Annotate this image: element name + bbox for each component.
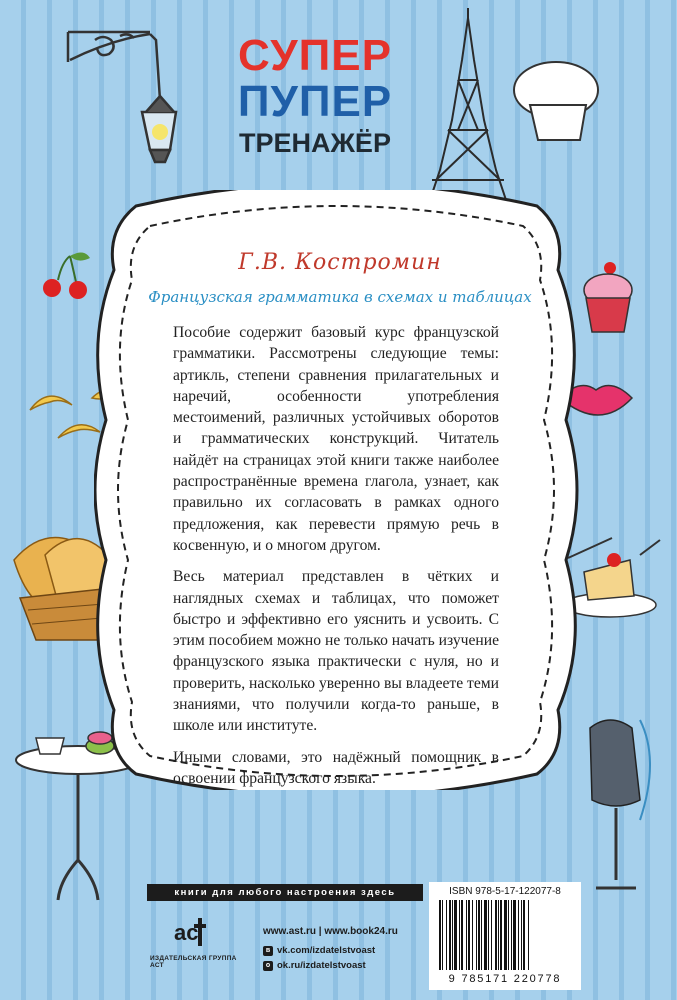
barcode-bar: [449, 900, 451, 970]
mannequin-icon: [590, 720, 650, 888]
description-paragraph: Иными словами, это надёжный помощник в освоении французского языка.: [173, 748, 499, 787]
barcode: [437, 900, 573, 972]
barcode-bar: [468, 900, 470, 970]
barcode-bar: [491, 900, 492, 970]
series-title-line2: ПУПЕР: [237, 77, 393, 126]
barcode-number: 9 785171 220778: [448, 973, 562, 985]
barcode-bar: [461, 900, 463, 970]
barcode-bar: [513, 900, 516, 970]
barcode-bar: [508, 900, 509, 970]
book-description: [173, 322, 499, 789]
barcode-bar: [500, 900, 502, 970]
vk-link: [263, 945, 375, 956]
description-paragraph: Пособие содержит базовый курс французской грамматики. Рассмотрены следующие темы: артикль, степени сравнения прилагательных и наречий, особенности употребления местоимений, различных устойчивых оборотов и грамматических конструкций. Читатель найдёт на страницах этой книги также наиболее распространённые времена глагола, узнает, как правильно их согласовать в рамках одного предложения, как перевести прямую речь в косвенную, и о многом другом.: [173, 324, 499, 554]
barcode-bar: [466, 900, 467, 970]
barcode-bar: [478, 900, 480, 970]
barcode-bar: [521, 900, 522, 970]
barcode-bar: [528, 900, 529, 970]
series-title: [220, 31, 410, 158]
series-title-line1: СУПЕР: [238, 31, 392, 80]
barcode-bar: [498, 900, 499, 970]
barcode-bar: [454, 900, 457, 970]
slogan-strip: книги для любого настроения здесь: [147, 884, 423, 901]
barcode-bar: [446, 900, 447, 970]
book-subtitle: Французская грамматика в схемах и таблицах: [148, 288, 532, 306]
barcode-bar: [511, 900, 512, 970]
barcode-bar: [442, 900, 443, 970]
vk-url: vk.com/izdatelstvoast: [277, 945, 376, 956]
svg-text:ac: ac: [174, 920, 199, 945]
ok-icon: о: [263, 961, 273, 971]
cupcake-icon: [584, 262, 632, 332]
book-author: Г.В. Костромин: [238, 250, 442, 275]
barcode-bar: [452, 900, 453, 970]
barcode-bar: [481, 900, 482, 970]
chef-hat-icon: [514, 62, 598, 140]
description-paragraph: Весь материал представлен в чётких и наглядных схемах и таблицах, что поможет быстро и эффективно его уяснить и усвоить. С этим пособием можно не только начать изучение французского языка практически с нуля, но и проверить, насколько уверенно вы владеете теми знаниями, что получили когда-то раньше, в школе или институте.: [173, 568, 499, 735]
publisher-name: ИЗДАТЕЛЬСКАЯ ГРУППА АСТ: [150, 955, 237, 969]
vk-icon: в: [263, 946, 273, 956]
barcode-bar: [518, 900, 519, 970]
barcode-bar: [472, 900, 473, 970]
isbn: ISBN 978-5-17-122077-8: [449, 886, 561, 897]
ok-link: [263, 960, 366, 971]
wall-lantern-icon: [68, 32, 176, 162]
series-title-line3: ТРЕНАЖЁР: [239, 128, 391, 158]
barcode-bar: [504, 900, 507, 970]
publisher-sites: www.ast.ru | www.book24.ru: [263, 926, 398, 937]
cherries-icon: [43, 252, 90, 299]
barcode-bar: [484, 900, 487, 970]
barcode-bar: [439, 900, 441, 970]
barcode-bar: [476, 900, 477, 970]
barcode-bar: [495, 900, 497, 970]
barcode-bar: [459, 900, 460, 970]
ok-url: ok.ru/izdatelstvoast: [277, 960, 366, 971]
barcode-bar: [523, 900, 525, 970]
barcode-bar: [488, 900, 489, 970]
publisher-logo: [170, 908, 214, 952]
